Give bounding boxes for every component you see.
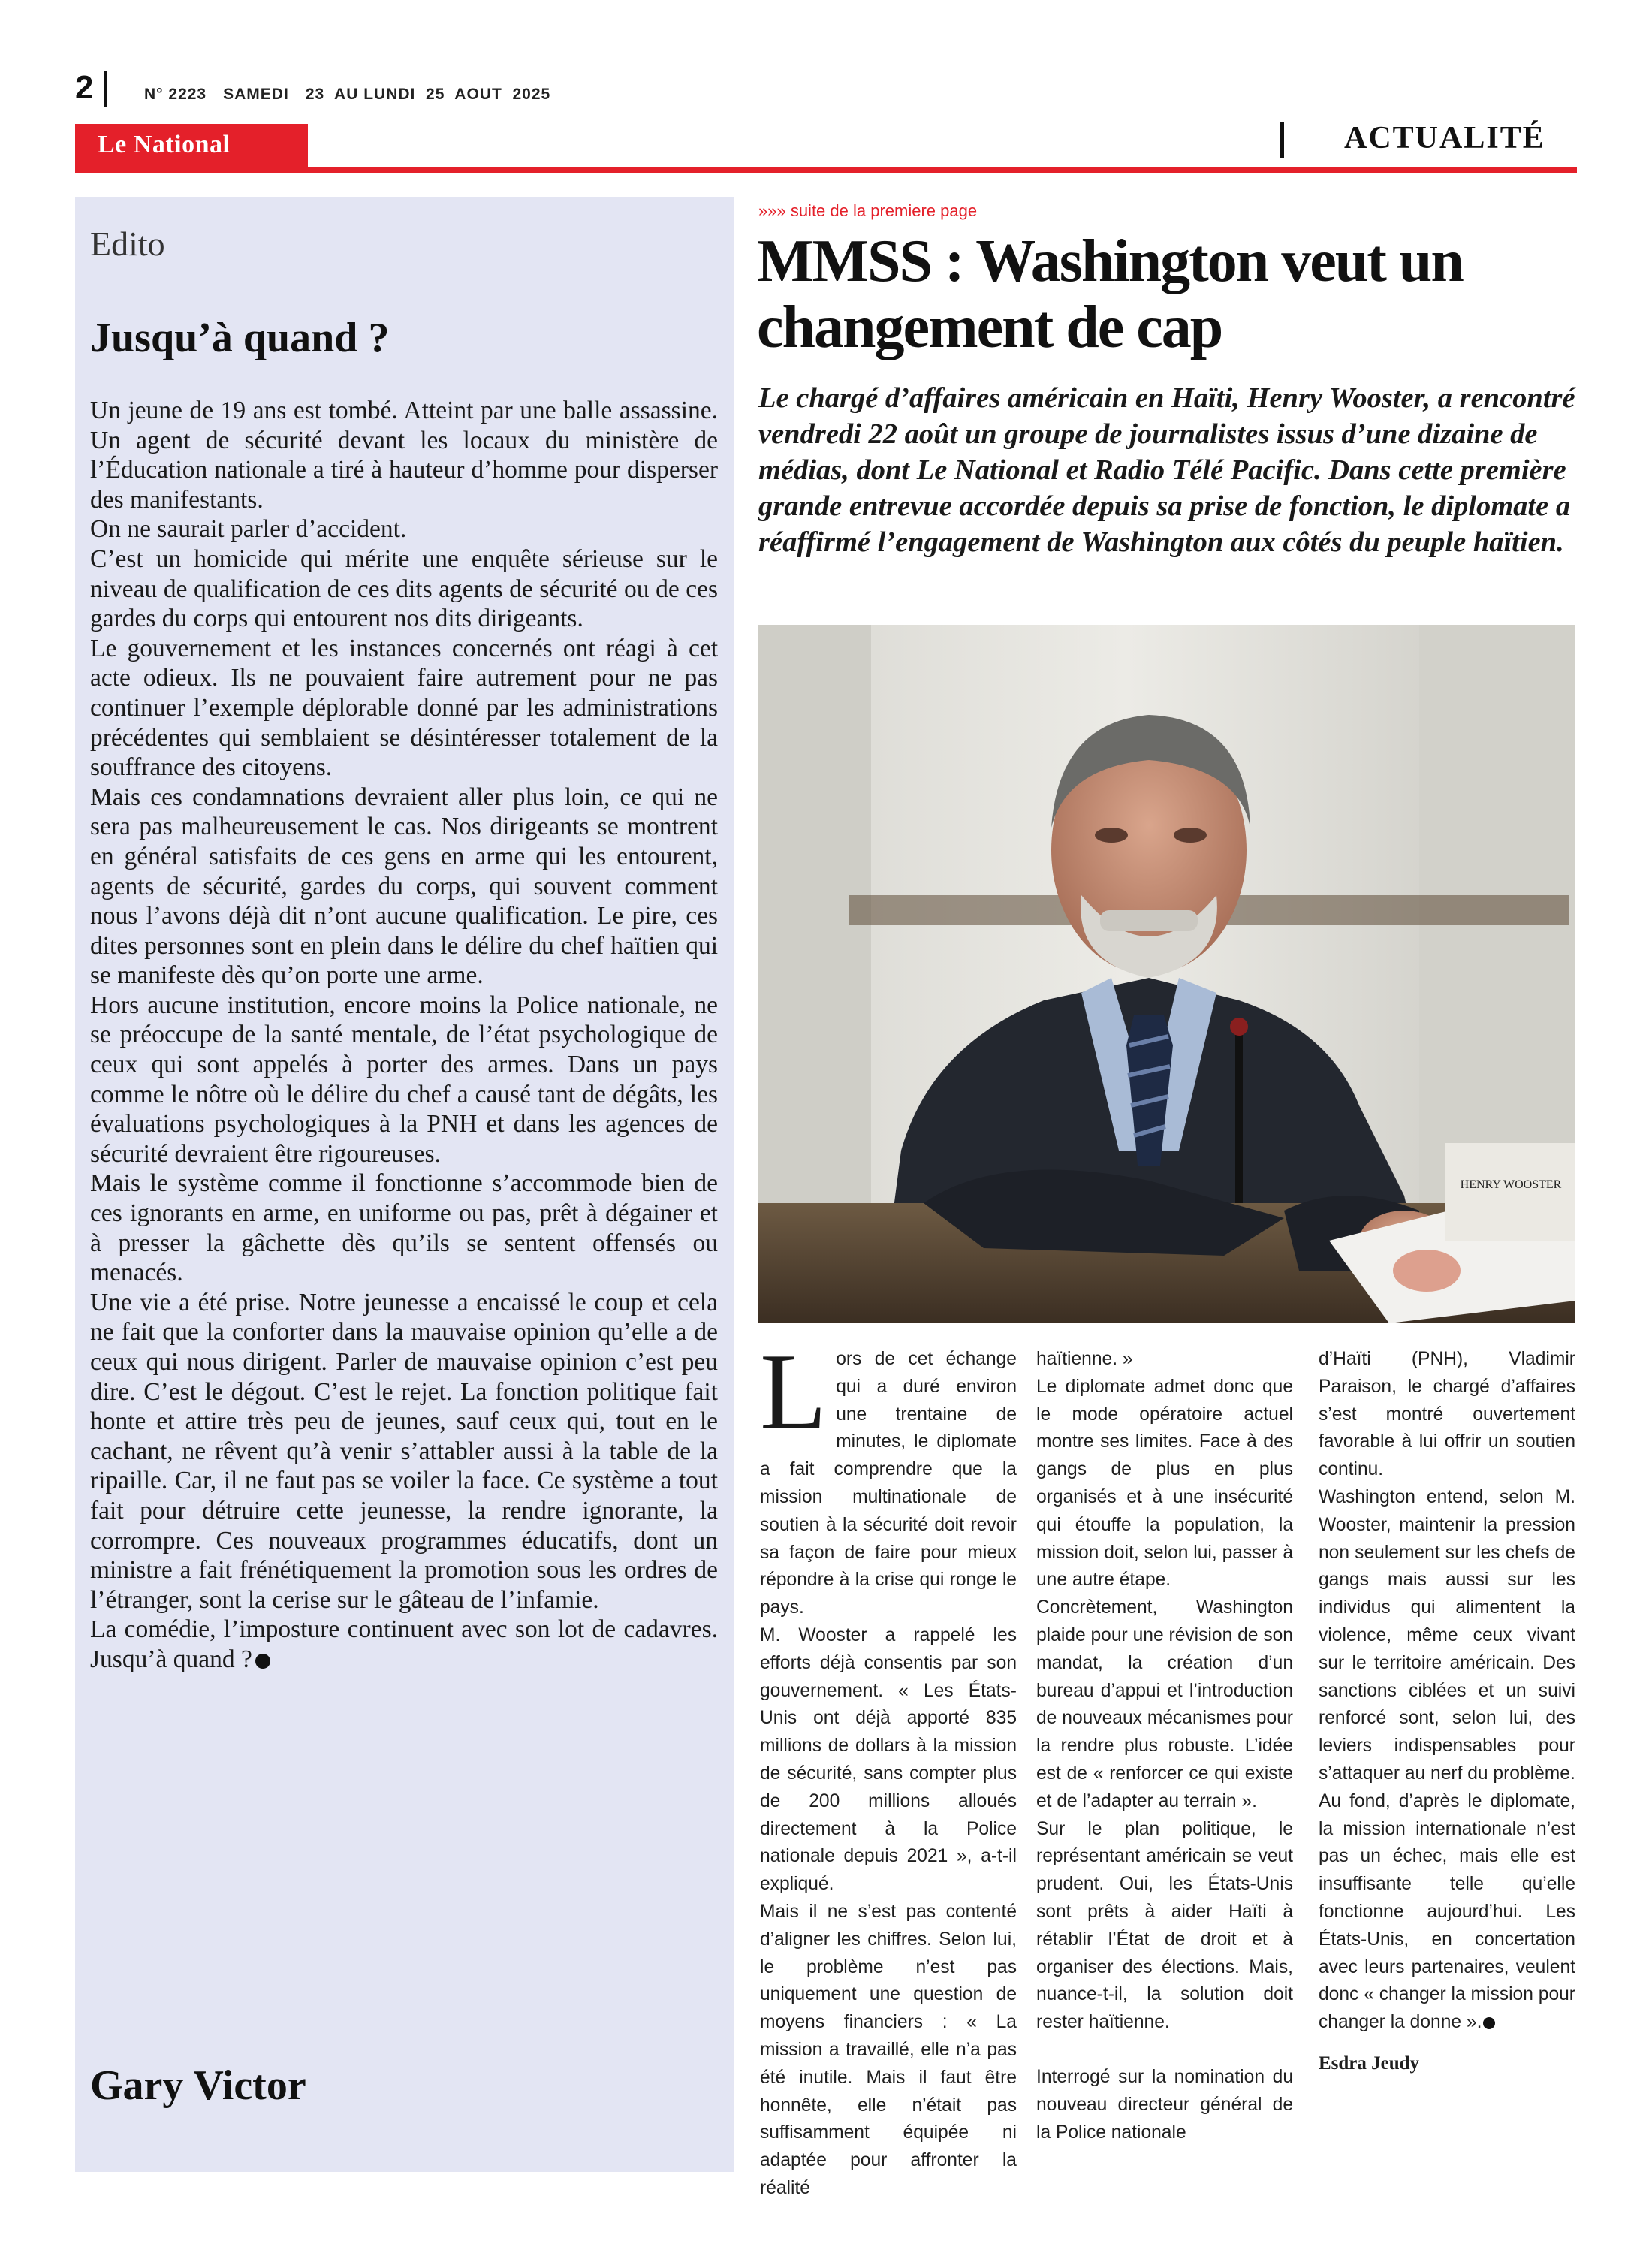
article-column-2 bbox=[1036, 1346, 1293, 2146]
article-paragraph: Mais il ne s’est pas contenté d’aligner les chiffres. Selon lui, le problème n’est pas uniquement une question de moyens financiers : « La mission a travaillé, elle n’a pas été inutile. Mais il faut être honnête, elle n’était pas suffisamment équipée ni adaptée pour affronter la réalité bbox=[760, 1901, 1017, 2198]
edito-paragraph: On ne saurait parler d’accident. bbox=[90, 515, 407, 544]
article-text: ors de cet échange qui a duré environ une trentaine de minutes, le diplomate a fait comprendre que la mission multinationale de soutien à la sécurité doit revoir sa façon de faire pour mieux répondre à la crise qui ronge le pays. bbox=[760, 1349, 1017, 1618]
date-range: 23 AU LUNDI 25 AOUT 2025 bbox=[305, 86, 551, 103]
article-paragraph: haïtienne. » bbox=[1036, 1349, 1133, 1369]
edito-paragraph bbox=[90, 1615, 718, 1674]
edito-paragraph: Une vie a été prise. Notre jeunesse a encaissé le coup et cela ne fait que la conforter dans la mauvaise opinion qu’elle a de ceux qui nous dirigent. Parler de mauvaise opinion c’est peu dire. C’est le dégout. C’est le rejet. La fonction politique fait honte et attire très peu de jeunes, sauf ceux qui, tout en le cachant, ne rêvent qu’à venir s’attabler aussi à la table de la ripaille. Car, il ne faut pas se voiler la face. Ce système a tout fait pour détruire cette jeunesse, la rendre ignorante, la corrompre. Ces nouveaux programmes éducatifs, dont un ministre a fait frénétiquement la promotion sous les ordres de l’étranger, sont la cerise sur le gâteau de l’infamie. bbox=[90, 1288, 718, 1614]
article-lead: Le chargé d’affaires américain en Haïti, Henry Wooster, a rencontré vendredi 22 août un groupe de journalistes issus d’une dizaine de médias, dont Le National et Radio Télé Pacific. Dans cette première grande entrevue accordée depuis sa prise de fonction, le diplomate a réaffirmé l’engagement de Washington aux côtés du peuple haïtien. bbox=[758, 382, 1575, 558]
article-paragraph: d’Haïti (PNH), Vladimir Paraison, le chargé d’affaires s’est montré ouvertement favorable à lui offrir un soutien continu. bbox=[1319, 1349, 1575, 1480]
section-title: ACTUALITÉ bbox=[1344, 121, 1545, 155]
edito-closing-text: La comédie, l’imposture continuent avec son lot de cadavres. Jusqu’à quand ? bbox=[90, 1615, 718, 1673]
edito-paragraph: Le gouvernement et les instances concernés ont réagi à cet acte odieux. Ils ne pouvaient faire autrement pour ne pas continuer l’exemple déplorable donné par les administrations précédentes qui semblaient se désintéresser totalement de la souffrance des citoyens. bbox=[90, 634, 718, 782]
edito-label: Edito bbox=[90, 225, 165, 263]
end-mark-icon bbox=[1483, 2017, 1495, 2029]
edito-paragraph: Un jeune de 19 ans est tombé. Atteint par une balle assassine. Un agent de sécurité devant les locaux du ministère de l’Éducation nationale a tiré à hauteur d’homme pour disperser des manifestants. bbox=[90, 397, 718, 514]
article-paragraph: Washington entend, selon M. Wooster, maintenir la pression non seulement sur les chefs de gangs mais aussi sur les individus qui alimentent la violence, même ceux vivant sur le territoire américain. Des sanctions ciblées et un suivi renforcé sont, selon lui, des leviers indispensables pour s’attaquer au nerf du problème. bbox=[1319, 1486, 1575, 1784]
edito-body bbox=[90, 396, 718, 1675]
drop-cap: L bbox=[760, 1331, 828, 1452]
nameplate-text: HENRY WOOSTER bbox=[1460, 1178, 1562, 1191]
article-paragraph: Interrogé sur la nomination du nouveau directeur général de la Police nationale bbox=[1036, 2066, 1293, 2143]
brand-name: Le National bbox=[98, 131, 231, 158]
dateline bbox=[144, 86, 550, 104]
article-column-3 bbox=[1319, 1346, 1575, 2078]
article-paragraph bbox=[1319, 1788, 1575, 2037]
date-day: SAMEDI bbox=[223, 86, 289, 103]
edito-title: Jusqu’à quand ? bbox=[90, 315, 390, 361]
edito-paragraph: C’est un homicide qui mérite une enquête sérieuse sur le niveau de qualification de ces dits agents de sécurité ou de ces gardes du corps qui entourent nos dits dirigeants. bbox=[90, 544, 718, 633]
issue-number: N° 2223 bbox=[144, 86, 207, 103]
section-divider bbox=[1280, 122, 1284, 158]
article-headline: MMSS : Washington veut un changement de cap bbox=[757, 228, 1463, 360]
article-paragraph bbox=[760, 1331, 1017, 1622]
article-text: Au fond, d’après le diplomate, la mission internationale n’est pas un échec, mais elle est insuffisante telle qu’elle fonctionne aujourd’hui. Les États-Unis, en concertation avec leurs partenaires, veulent donc « changer la mission pour changer la donne ». bbox=[1319, 1790, 1575, 2033]
article-paragraph: M. Wooster a rappelé les efforts déjà consentis par son gouvernement. « Les États-Unis ont déjà apporté 835 millions de dollars à la mission de sécurité, sans compter plus de 200 millions alloués directement à la Police nationale depuis 2021 », a-t-il expliqué. bbox=[760, 1624, 1017, 1895]
edito-author: Gary Victor bbox=[90, 2062, 306, 2109]
article-byline: Esdra Jeudy bbox=[1319, 2052, 1420, 2074]
edito-paragraph: Mais le système comme il fonctionne s’accommode bien de ces ignorants en arme, en uniforme ou pas, prêt à dégainer et à presser la gâchette dès qu’ils se sentent offensés ou menacés. bbox=[90, 1169, 718, 1287]
article-paragraph: Le diplomate admet donc que le mode opératoire actuel montre ses limites. Face à des gangs de plus en plus organisés et à une insécurité qui étouffe la population, la mission doit, selon lui, passer à une autre étape. bbox=[1036, 1376, 1293, 1591]
article-column-1 bbox=[760, 1331, 1017, 2203]
end-mark-icon bbox=[255, 1654, 270, 1669]
article-photo bbox=[758, 625, 1575, 1323]
page-number-divider bbox=[104, 71, 107, 107]
portrait-illustration bbox=[758, 625, 1575, 1323]
article-paragraph: Sur le plan politique, le représentant américain se veut prudent. Oui, les États-Unis sont prêts à aider Haïti à rétablir l’État de droit et à organiser des élections. Mais, nuance-t-il, la solution doit rester haïtienne. bbox=[1036, 1818, 1293, 2033]
edito-paragraph: Mais ces condamnations devraient aller plus loin, ce qui ne sera pas malheureusement le cas. Nos dirigeants se montrent en général satisfaits de ces gens en arme qui les entourent, agents de sécurité, gardes du corps, qui souvent comment nous l’avons déjà dit n’ont aucune qualification. Le pire, ces dites personnes sont en plein dans le délire du chef haïtien qui se manifeste dès qu’on porte une arme. bbox=[90, 783, 718, 990]
edito-paragraph: Hors aucune institution, encore moins la Police nationale, ne se préoccupe de la santé mentale, de l’état psychologique de ceux qui sont appelés à porter des armes. Dans un pays comme le nôtre où le délire du chef a causé tant de dégâts, les évaluations psychologiques à la PNH et dans les agences de sécurité devraient être rigoureuses. bbox=[90, 991, 718, 1168]
article-paragraph: Concrètement, Washington plaide pour une révision de son mandat, la création d’un bureau d’appui et l’introduction de nouveaux mécanismes pour la rendre plus robuste. L’idée est de « renforcer ce qui existe et de l’adapter au terrain ». bbox=[1036, 1597, 1293, 1811]
page-number: 2 bbox=[75, 69, 94, 106]
article-kicker: »»» suite de la premiere page bbox=[758, 201, 978, 220]
